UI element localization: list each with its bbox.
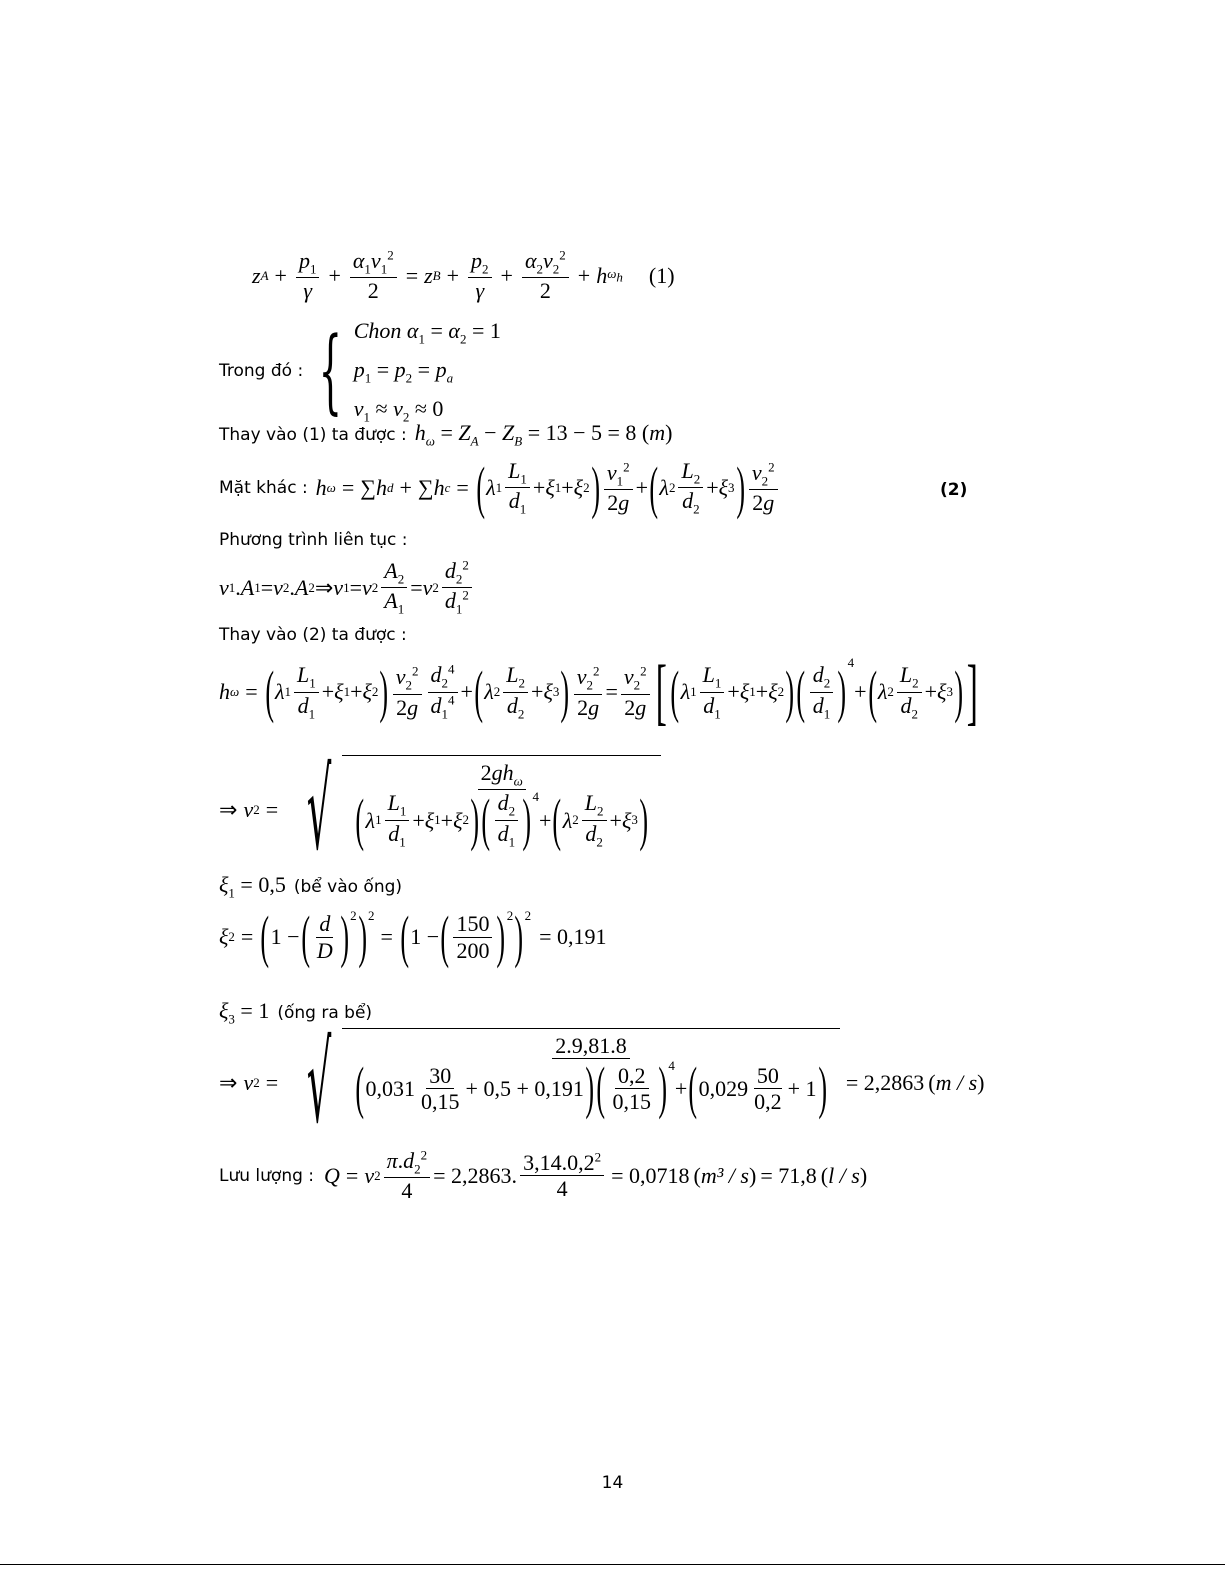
xi1-line: $\xi_1 = 0,5$ (bể vào ống) bbox=[219, 872, 403, 901]
substitution-1: Thay vào (1) ta được : $h_\omega = Z_A - Z_B = 13 - 5 = 8$ (m) bbox=[219, 420, 673, 449]
xi3-line: $\xi_3 = 1$ (ống ra bể) bbox=[219, 998, 373, 1027]
substitution-2-label: Thay vào (2) ta được : bbox=[219, 625, 407, 645]
page-number: 14 bbox=[601, 1473, 624, 1493]
head-loss-equation: Mặt khác : h ω = ∑ h d + ∑ h c = ( λ 1 $\frac{L_1}{d_1}$ + ξ 1 + ξ 2 ) $\frac{v_1^2}{2g}$ + ( λ 2 $\frac{L_2}{d_2}$ + ξ 3 ) $\frac{v_2^2}{2g}$ bbox=[219, 458, 781, 518]
flow-rate-line: Lưu lượng : Q = v 2 $\frac{\pi.d_2^2}{4}$ = 2,2863. $\frac{3,14.0,2^2}{4}$ = 0,0718 (m³ / s) = 71,8 (l / s) bbox=[219, 1147, 868, 1204]
v2-numeric: ⇒ v 2 = √ 2.9,81.8 ( 0,031 $\frac{30}{0,15}$ + 0,5 + 0,191 ) ( $\frac{0,2}{0,15}$ ) $^4$ + ( 0,029 $\frac{50}{0,2}$ + 1 ) = 2,2863 (m / s) bbox=[219, 1019, 985, 1147]
h-omega-expanded: h ω = ( λ 1 $\frac{L_1}{d_1}$ + ξ 1 + ξ 2 ) $\frac{v_2^2}{2g}$ $\frac{d_2^4}{d_1^4}$ + ( λ 2 $\frac{L_2}{d_2}$ + ξ 3 ) $\frac{v_2^2}{2g}$ = $\frac{v_2^2}{2g}$ [ ( λ 1 $\frac{L_1}{d_1}$ + ξ 1 + ξ 2 ) ( $\frac{d_2}{d_1}$ ) $^4$ + ( λ 2 $\frac{L_2}{d_2}$ + ξ 3 ) ] bbox=[219, 651, 979, 733]
ong-ra-be-label: (ống ra bể) bbox=[277, 1002, 373, 1023]
conditions-list: Chon $\alpha_1 = \alpha_2 = 1$ $p_1 = p_2 = p_a$ $v_1 \approx v_2 \approx 0$ bbox=[353, 318, 501, 425]
thay-vao-1-label: Thay vào (1) ta được : bbox=[219, 424, 407, 445]
luu-luong-label: Lưu lượng : bbox=[219, 1165, 315, 1186]
bottom-rule bbox=[0, 1564, 1225, 1565]
v2-formula: ⇒ v 2 = √ $2gh_\omega$ ( λ 1 $\frac{L_1}{d_1}$ + ξ 1 + ξ 2 ) ( $\frac{d_2}{d_1}$ ) $^4$ + ( λ 2 $\frac{L_2}{d_2}$ + ξ 3 ) bbox=[219, 755, 661, 865]
equation-tag-1: (1) bbox=[648, 262, 675, 288]
trong-do-label: Trong đó : bbox=[219, 360, 304, 381]
continuity-label: Phương trình liên tục : bbox=[219, 530, 408, 550]
brace: { bbox=[318, 316, 343, 424]
energy-equation: z A + $\frac{p_1}{\gamma}$ + $\frac{\alpha_1v_1^2}{2}$ = z B + $\frac{p_2}{\gamma}$ + $\frac{\alpha_2v_2^2}{2}$ + h $\omega_h$ (1) bbox=[252, 247, 675, 304]
mat-khac-label: Mặt khác : bbox=[219, 477, 308, 498]
equation-tag-2: (2) bbox=[940, 480, 968, 500]
be-vao-ong-label: (bể vào ống) bbox=[293, 876, 403, 897]
xi2-line: ξ 2 = ( 1 − ( $\frac{d}{D}$ ) $^2$ ) $^2$ = ( 1 − ( $\frac{150}{200}$ ) $^2$ ) $^2$ = 0,191 bbox=[219, 904, 607, 969]
conditions-block bbox=[219, 312, 501, 429]
continuity-equation: v 1 . A 1 = v 2 . A 2 ⇒ v 1 = v 2 $\frac{A_2}{A_1}$ = v 2 $\frac{d_2^2}{d_1^2}$ bbox=[219, 558, 475, 618]
